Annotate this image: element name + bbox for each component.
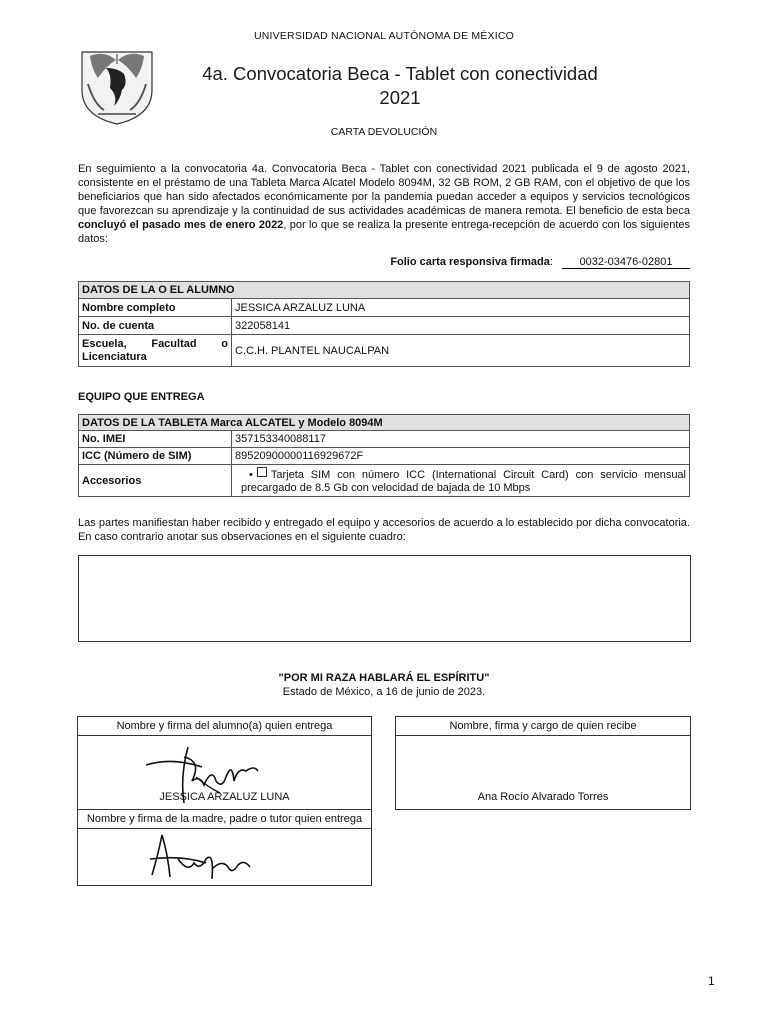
place-and-date: Estado de México, a 16 de junio de 2023. [282,686,486,698]
checkbox-icon [257,467,267,477]
document-title: 4a. Convocatoria Beca - Tablet con conectividad 2021 [202,63,598,108]
accessories-label: Accesorios [79,465,232,497]
unam-shield-logo [76,44,158,126]
accessories-text: Tarjeta SIM con número ICC (International Circuit Card) con servicio mensual precargado de 8.5 Gb con velocidad de bajada de 10 Mbps [241,468,686,494]
folio-value: 0032-03476-02801 [562,256,690,269]
tablet-table-header: DATOS DE LA TABLETA Marca ALCATEL y Modelo 8094M [79,415,690,431]
icc-value: 89520900000116929672F [232,448,690,465]
school-label: Escuela, Facultad o Licenciatura [79,335,232,367]
university-name: UNIVERSIDAD NACIONAL AUTÓNOMA DE MÉXICO [253,30,515,42]
document-type: CARTA DEVOLUCIÓN [330,126,438,138]
receiver-signature-header: Nombre, firma y cargo de quien recibe [396,717,690,736]
guardian-signature-header: Nombre y firma de la madre, padre o tutor quien entrega [78,809,371,829]
intro-paragraph [78,162,690,246]
student-name-label: Nombre completo [79,299,232,317]
page-number: 1 [708,974,715,988]
school-value: C.C.H. PLANTEL NAUCALPAN [232,335,690,367]
student-table-header: DATOS DE LA O EL ALUMNO [79,282,690,299]
imei-value: 357153340088117 [232,431,690,448]
folio-colon: : [549,256,553,268]
student-data-table [78,281,690,367]
statement-paragraph: Las partes manifiestan haber recibido y entregado el equipo y accesorios de acuerdo a lo establecido por dicha convocatoria. En caso contrario anotar sus observaciones en el siguiente cuadro: [78,517,690,543]
account-number-value: 322058141 [232,317,690,335]
equipment-section-title: EQUIPO QUE ENTREGA [78,391,205,403]
icc-label: ICC (Número de SIM) [79,448,232,465]
student-signature-box [77,716,372,886]
receiver-signature-box [395,716,691,810]
student-signature-header: Nombre y firma del alumno(a) quien entrega [78,717,371,736]
intro-bold-text: concluyó el pasado mes de enero 2022 [78,219,284,231]
guardian-signature-image [142,829,272,885]
observations-box[interactable] [78,555,691,642]
motto: "POR MI RAZA HABLARÁ EL ESPÍRITU" [278,672,490,684]
student-signature-name: JESSICA ARZALUZ LUNA [159,791,290,803]
receiver-signature-name: Ana Rocío Alvarado Torres [477,791,609,803]
bullet-icon: • [249,468,253,481]
accessories-cell [232,465,690,497]
account-number-label: No. de cuenta [79,317,232,335]
folio-label: Folio carta responsiva firmada [390,256,550,268]
accessories-item [235,467,686,495]
folio-line [78,256,690,269]
intro-text-before: En seguimiento a la convocatoria 4a. Convocatoria Beca - Tablet con conectividad 2021 publicada el 9 de agosto 2021, consistente en el préstamo de una Tableta Marca Alcatel Modelo 8094M, 32 GB ROM, 2 GB RAM, con el objetivo de que los beneficiarios que han sido afectados económicamente por la pandemia puedan acceder a equipos y servicios tecnológicos que favorezcan su aprendizaje y la continuidad de sus actividades académicas de manera remota. El beneficio de esta beca [78,163,690,217]
tablet-data-table [78,414,690,497]
student-name-value: JESSICA ARZALUZ LUNA [232,299,690,317]
intro-text-after: , por lo que se realiza la presente entrega-recepción de acuerdo con los siguientes datos: [78,219,690,245]
imei-label: No. IMEI [79,431,232,448]
